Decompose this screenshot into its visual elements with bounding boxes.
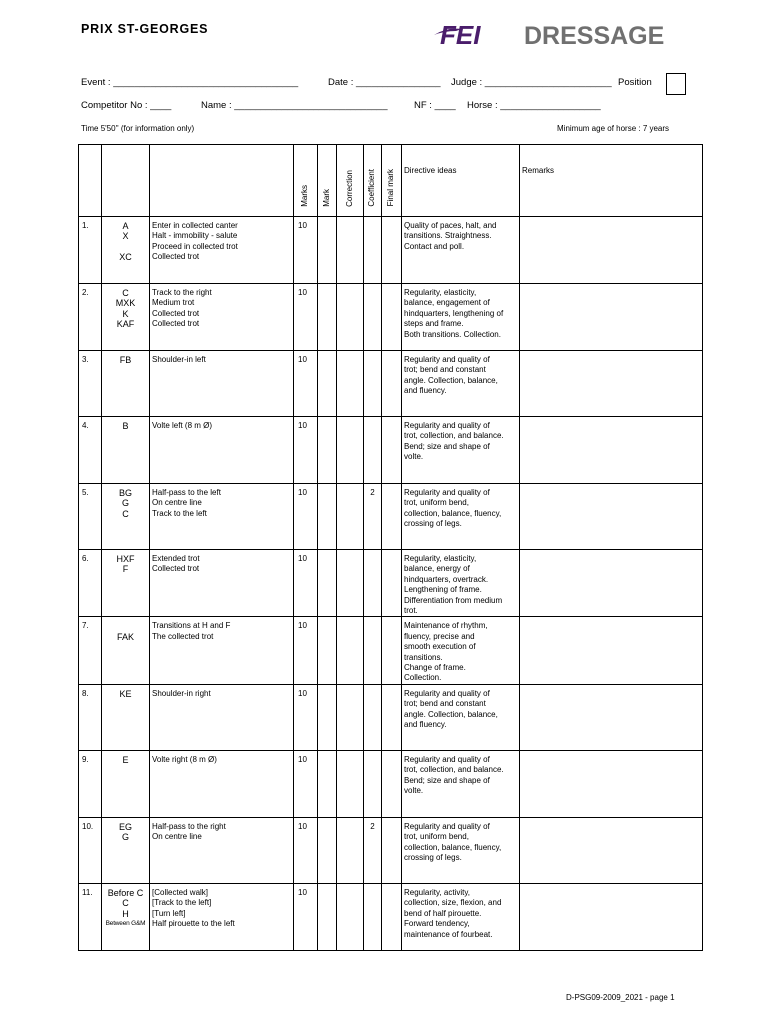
row-remarks-cell [520, 550, 703, 617]
row-number: 2. [79, 284, 102, 351]
row-mark-cell [318, 684, 337, 750]
row-number: 10. [79, 817, 102, 883]
row-coefficient [364, 550, 382, 617]
cell-line: Regularity and quality of [404, 355, 490, 364]
row-marks: 10 [294, 351, 318, 417]
row-mark-cell [318, 284, 337, 351]
cell-line: Bend; size and shape of [404, 441, 490, 451]
cell-line: XC [119, 252, 132, 263]
cell-line: Regularity, activity, [404, 887, 470, 897]
table-header-row [79, 145, 703, 217]
row-number: 7. [79, 617, 102, 684]
header-mark: Mark [318, 145, 337, 217]
cell-line: [Track to the left] [152, 898, 212, 908]
cell-line: volte. [404, 786, 424, 796]
row-letters [102, 617, 150, 684]
cell-line: [Collected walk] [152, 887, 209, 897]
row-movement [150, 417, 294, 484]
header-remarks: Remarks [520, 145, 703, 217]
row-remarks-cell [520, 684, 703, 750]
header-coefficient: Coefficient [364, 145, 382, 217]
competitor-field: Competitor No : ____ [81, 100, 172, 111]
cell-line: bend of half pirouette. [404, 908, 482, 918]
row-correction-cell [337, 417, 364, 484]
row-coefficient [364, 684, 382, 750]
cell-line: F [122, 564, 129, 575]
cell-line: Regularity and quality of [404, 421, 490, 430]
row-coefficient [364, 417, 382, 484]
row-marks: 10 [294, 417, 318, 484]
header-final-mark: Final mark [382, 145, 402, 217]
cell-line: Track to the right [152, 288, 212, 297]
fei-dressage-logo [432, 17, 712, 51]
row-letters [102, 217, 150, 284]
position-box [666, 73, 686, 95]
row-directive [402, 351, 520, 417]
svg-text:FEI: FEI [440, 20, 481, 50]
cell-line: and fluency. [404, 720, 447, 730]
cell-line: Regularity and quality of [404, 688, 490, 698]
row-marks: 10 [294, 217, 318, 284]
row-marks: 10 [294, 817, 318, 883]
row-correction-cell [337, 617, 364, 684]
table-row [79, 617, 703, 684]
cell-line: angle. Collection, balance, [404, 375, 498, 385]
row-letters [102, 417, 150, 484]
cell-line: Regularity, elasticity, [404, 554, 477, 563]
cell-line: Volte right (8 m Ø) [152, 754, 217, 764]
cell-line: and fluency. [404, 386, 447, 396]
table-row [79, 484, 703, 550]
table-row [79, 550, 703, 617]
table-row [79, 750, 703, 817]
row-marks: 10 [294, 484, 318, 550]
row-movement [150, 351, 294, 417]
row-letters [102, 817, 150, 883]
cell-line: trot, collection, and balance. [404, 431, 504, 441]
row-remarks-cell [520, 750, 703, 817]
row-remarks-cell [520, 883, 703, 950]
row-directive [402, 284, 520, 351]
table-row [79, 417, 703, 484]
cell-line: trot, uniform bend, [404, 832, 469, 842]
cell-line: H [122, 908, 129, 919]
row-mark-cell [318, 817, 337, 883]
row-movement [150, 217, 294, 284]
cell-line: Maintenance of rhythm, [404, 621, 488, 631]
header-directive: Directive ideas [402, 145, 520, 217]
cell-line: trot, collection, and balance. [404, 765, 504, 775]
page-title: PRIX ST-GEORGES [81, 22, 209, 36]
row-remarks-cell [520, 284, 703, 351]
judge-field: Judge : ________________________ [451, 77, 612, 88]
name-field: Name : _____________________________ [201, 100, 388, 111]
cell-line: Change of frame. [404, 663, 466, 673]
row-coefficient [364, 617, 382, 684]
row-correction-cell [337, 817, 364, 883]
cell-line: fluency, precise and [404, 631, 475, 641]
table-row [79, 883, 703, 950]
horse-field: Horse : ___________________ [467, 100, 601, 111]
cell-line: Enter in collected canter [152, 221, 238, 230]
page-footer: D-PSG09-2009_2021 - page 1 [566, 993, 675, 1002]
header-correction: Correction [337, 145, 364, 217]
row-coefficient [364, 883, 382, 950]
row-coefficient: 2 [364, 484, 382, 550]
row-number: 1. [79, 217, 102, 284]
row-correction-cell [337, 284, 364, 351]
header-marks: Marks [294, 145, 318, 217]
cell-line: K [122, 308, 129, 319]
row-number: 8. [79, 684, 102, 750]
cell-line: C [122, 288, 129, 298]
row-marks: 10 [294, 750, 318, 817]
header-movement [150, 145, 294, 217]
row-final-mark-cell [382, 351, 402, 417]
row-coefficient [364, 351, 382, 417]
cell-line: Transitions at H and F [152, 621, 231, 631]
nf-field: NF : ____ [414, 100, 456, 111]
header-num [79, 145, 102, 217]
row-mark-cell [318, 417, 337, 484]
cell-line: crossing of legs. [404, 519, 462, 529]
row-correction-cell [337, 217, 364, 284]
row-remarks-cell [520, 617, 703, 684]
row-final-mark-cell [382, 217, 402, 284]
cell-line: collection, balance, fluency, [404, 508, 502, 518]
row-movement [150, 817, 294, 883]
cell-line: Collection. [404, 673, 442, 683]
cell-line: trot, uniform bend, [404, 498, 469, 508]
row-correction-cell [337, 883, 364, 950]
row-final-mark-cell [382, 550, 402, 617]
row-letters [102, 351, 150, 417]
cell-line: B [122, 421, 129, 431]
row-final-mark-cell [382, 484, 402, 550]
cell-line: E [122, 754, 129, 765]
cell-line: The collected trot [152, 631, 214, 641]
cell-line: Both transitions. Collection. [404, 329, 501, 339]
row-directive [402, 217, 520, 284]
cell-line: Regularity and quality of [404, 754, 490, 764]
row-correction-cell [337, 750, 364, 817]
row-movement [150, 484, 294, 550]
cell-line: Collected trot [152, 252, 200, 262]
table-row [79, 817, 703, 883]
row-letters [102, 684, 150, 750]
row-coefficient [364, 284, 382, 351]
cell-line: Differentiation from medium [404, 595, 503, 605]
row-final-mark-cell [382, 750, 402, 817]
row-movement [150, 550, 294, 617]
cell-line: Before C [107, 887, 144, 898]
row-directive [402, 684, 520, 750]
row-final-mark-cell [382, 684, 402, 750]
row-movement [150, 883, 294, 950]
cell-line: BG [118, 488, 132, 498]
cell-line: angle. Collection, balance, [404, 709, 498, 719]
row-correction-cell [337, 550, 364, 617]
table-row [79, 217, 703, 284]
cell-line: Bend; size and shape of [404, 775, 490, 785]
row-number: 3. [79, 351, 102, 417]
cell-line: Between G&M [105, 920, 146, 928]
cell-line: steps and frame. [404, 319, 464, 329]
row-number: 9. [79, 750, 102, 817]
row-movement [150, 617, 294, 684]
cell-line: Shoulder-in right [152, 688, 211, 698]
row-movement [150, 284, 294, 351]
min-age-note: Minimum age of horse : 7 years [557, 124, 670, 133]
row-mark-cell [318, 550, 337, 617]
event-field: Event : ___________________________________ [81, 77, 299, 88]
row-letters [102, 550, 150, 617]
row-correction-cell [337, 351, 364, 417]
cell-line: EG [118, 821, 132, 832]
row-mark-cell [318, 750, 337, 817]
row-directive [402, 417, 520, 484]
cell-line: Half-pass to the left [152, 488, 221, 497]
cell-line: collection, size, flexion, and [404, 898, 502, 908]
row-movement [150, 684, 294, 750]
cell-line: trot; bend and constant [404, 365, 486, 375]
row-remarks-cell [520, 817, 703, 883]
cell-line: collection, balance, fluency, [404, 842, 502, 852]
time-note: Time 5'50'' (for information only) [81, 124, 195, 133]
row-directive [402, 883, 520, 950]
cell-line: Shoulder-in left [152, 355, 206, 364]
cell-line: Halt - immobility - salute [152, 231, 238, 241]
cell-line: Proceed in collected trot [152, 241, 238, 251]
cell-line: transitions. [404, 652, 443, 662]
cell-line: Track to the left [152, 508, 207, 518]
row-coefficient: 2 [364, 817, 382, 883]
row-directive [402, 750, 520, 817]
position-label: Position [618, 77, 652, 88]
cell-line: G [121, 498, 129, 509]
row-correction-cell [337, 684, 364, 750]
cell-line: HXF [116, 554, 135, 564]
cell-line: trot; bend and constant [404, 699, 486, 709]
cell-line: hindquarters, overtrack. [404, 574, 489, 584]
row-remarks-cell [520, 351, 703, 417]
cell-line: trot. [404, 606, 418, 616]
table-row [79, 284, 703, 351]
cell-line: Forward tendency, [404, 919, 470, 929]
row-mark-cell [318, 484, 337, 550]
score-table [78, 144, 703, 951]
row-final-mark-cell [382, 284, 402, 351]
row-marks: 10 [294, 284, 318, 351]
cell-line: Regularity, elasticity, [404, 288, 477, 297]
cell-line: KAF [116, 319, 135, 330]
cell-line: FAK [116, 631, 134, 642]
cell-line: Volte left (8 m Ø) [152, 421, 213, 430]
cell-line: balance, energy of [404, 564, 470, 574]
row-letters [102, 284, 150, 351]
cell-line: Quality of paces, halt, and [404, 221, 497, 230]
row-directive [402, 617, 520, 684]
row-marks: 10 [294, 684, 318, 750]
cell-line: Regularity and quality of [404, 821, 490, 831]
cell-line: KE [119, 688, 132, 699]
cell-line: [Turn left] [152, 908, 186, 918]
row-number: 11. [79, 883, 102, 950]
header-letters [102, 145, 150, 217]
cell-line: Collected trot [152, 308, 200, 318]
cell-line: Contact and poll. [404, 241, 465, 251]
cell-line: Half pirouette to the left [152, 919, 235, 929]
date-field: Date : ________________ [328, 77, 441, 88]
cell-line: C [122, 898, 129, 909]
cell-line: transitions. Straightness. [404, 231, 492, 241]
row-coefficient [364, 217, 382, 284]
cell-line: Collected trot [152, 319, 200, 329]
row-remarks-cell [520, 484, 703, 550]
row-directive [402, 550, 520, 617]
cell-line: On centre line [152, 832, 202, 842]
table-row [79, 351, 703, 417]
row-letters [102, 750, 150, 817]
row-number: 5. [79, 484, 102, 550]
cell-line: Extended trot [152, 554, 200, 563]
cell-line [102, 242, 149, 252]
row-number: 6. [79, 550, 102, 617]
row-mark-cell [318, 617, 337, 684]
row-correction-cell [337, 484, 364, 550]
row-final-mark-cell [382, 883, 402, 950]
cell-line: Lengthening of frame. [404, 585, 482, 595]
cell-line [102, 621, 149, 631]
svg-text:DRESSAGE: DRESSAGE [524, 22, 665, 50]
row-number: 4. [79, 417, 102, 484]
cell-line: balance, engagement of [404, 298, 490, 308]
cell-line: G [121, 832, 129, 843]
cell-line: On centre line [152, 498, 202, 508]
cell-line: X [122, 231, 129, 242]
row-letters [102, 883, 150, 950]
cell-line: volte. [404, 452, 424, 462]
row-marks: 10 [294, 550, 318, 617]
row-directive [402, 817, 520, 883]
row-mark-cell [318, 883, 337, 950]
row-marks: 10 [294, 617, 318, 684]
cell-line: maintenance of fourbeat. [404, 929, 493, 939]
cell-line: Regularity and quality of [404, 488, 490, 497]
cell-line: Half-pass to the right [152, 821, 226, 831]
row-mark-cell [318, 217, 337, 284]
row-movement [150, 750, 294, 817]
row-directive [402, 484, 520, 550]
cell-line: MXK [115, 298, 136, 309]
cell-line: smooth execution of [404, 642, 476, 652]
row-remarks-cell [520, 417, 703, 484]
cell-line: crossing of legs. [404, 853, 462, 863]
row-marks: 10 [294, 883, 318, 950]
row-mark-cell [318, 351, 337, 417]
row-coefficient [364, 750, 382, 817]
cell-line: Medium trot [152, 298, 195, 308]
row-final-mark-cell [382, 617, 402, 684]
cell-line: A [122, 221, 129, 231]
cell-line: hindquarters, lengthening of [404, 308, 504, 318]
row-letters [102, 484, 150, 550]
row-final-mark-cell [382, 817, 402, 883]
row-remarks-cell [520, 217, 703, 284]
row-final-mark-cell [382, 417, 402, 484]
cell-line: Collected trot [152, 564, 200, 574]
table-row [79, 684, 703, 750]
cell-line: FB [119, 355, 132, 365]
cell-line: C [122, 508, 129, 519]
